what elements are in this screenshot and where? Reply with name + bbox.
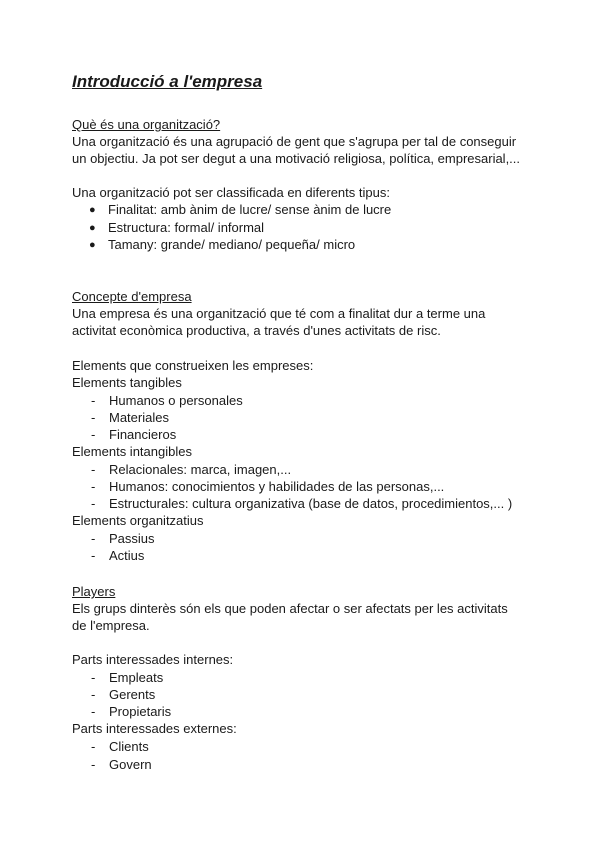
list-item: Clients [109,739,149,754]
list-item: Gerents [109,687,156,702]
paragraph-line: Una organització pot ser classificada en diferents tipus: [72,185,390,200]
list-item: Humanos: conocimientos y habilidades de las personas,... [109,479,445,494]
dash-icon: - [91,757,96,772]
paragraph-line: Una empresa és una organització que té com a finalitat dur a terme una [72,306,486,321]
dash-icon: - [91,670,96,685]
paragraph-line: de l'empresa. [72,618,150,633]
bullet-icon: ● [89,239,96,251]
paragraph-line: un objectiu. Ja pot ser degut a una motivació religiosa, política, empresarial,... [72,151,521,166]
group-label: Parts interessades internes: [72,652,234,667]
group-label: Elements organitzatius [72,513,204,528]
dash-icon: - [91,739,96,754]
dash-icon: - [91,393,96,408]
dash-icon: - [91,687,96,702]
section-heading-empresa: Concepte d'empresa [72,289,192,304]
list-item: Estructurales: cultura organizativa (base de datos, procedimientos,... ) [109,496,513,511]
paragraph-line: Els grups dinterès són els que poden afectar o ser afectats per les activitats [72,601,508,616]
list-item: Passius [109,531,155,546]
list-item: Relacionales: marca, imagen,... [109,462,292,477]
list-item: Govern [109,757,152,772]
dash-icon: - [91,462,96,477]
dash-icon: - [91,704,96,719]
dash-icon: - [91,479,96,494]
dash-icon: - [91,548,96,563]
group-label: Elements intangibles [72,444,192,459]
dash-icon: - [91,427,96,442]
paragraph-line: Elements que construeixen les empreses: [72,358,314,373]
dash-icon: - [91,531,96,546]
dash-icon: - [91,496,96,511]
list-item: Empleats [109,670,164,685]
list-item: Estructura: formal/ informal [108,220,265,235]
list-item: Finalitat: amb ànim de lucre/ sense ànim de lucre [108,202,392,217]
group-label: Elements tangibles [72,375,182,390]
section-heading-organitzacio: Què és una organització? [72,117,221,132]
page-title: Introducció a l'empresa [72,72,263,91]
dash-icon: - [91,410,96,425]
group-label: Parts interessades externes: [72,721,237,736]
bullet-icon: ● [89,222,96,234]
paragraph-line: Una organització és una agrupació de gent que s'agrupa per tal de conseguir [72,134,517,149]
list-item: Propietaris [109,704,172,719]
list-item: Tamany: grande/ mediano/ pequeña/ micro [108,237,356,252]
bullet-icon: ● [89,204,96,216]
list-item: Materiales [109,410,169,425]
paragraph-line: activitat econòmica productiva, a través d'unes activitats de risc. [72,323,441,338]
section-heading-players: Players [72,584,116,599]
list-item: Actius [109,548,145,563]
list-item: Financieros [109,427,177,442]
list-item: Humanos o personales [109,393,243,408]
